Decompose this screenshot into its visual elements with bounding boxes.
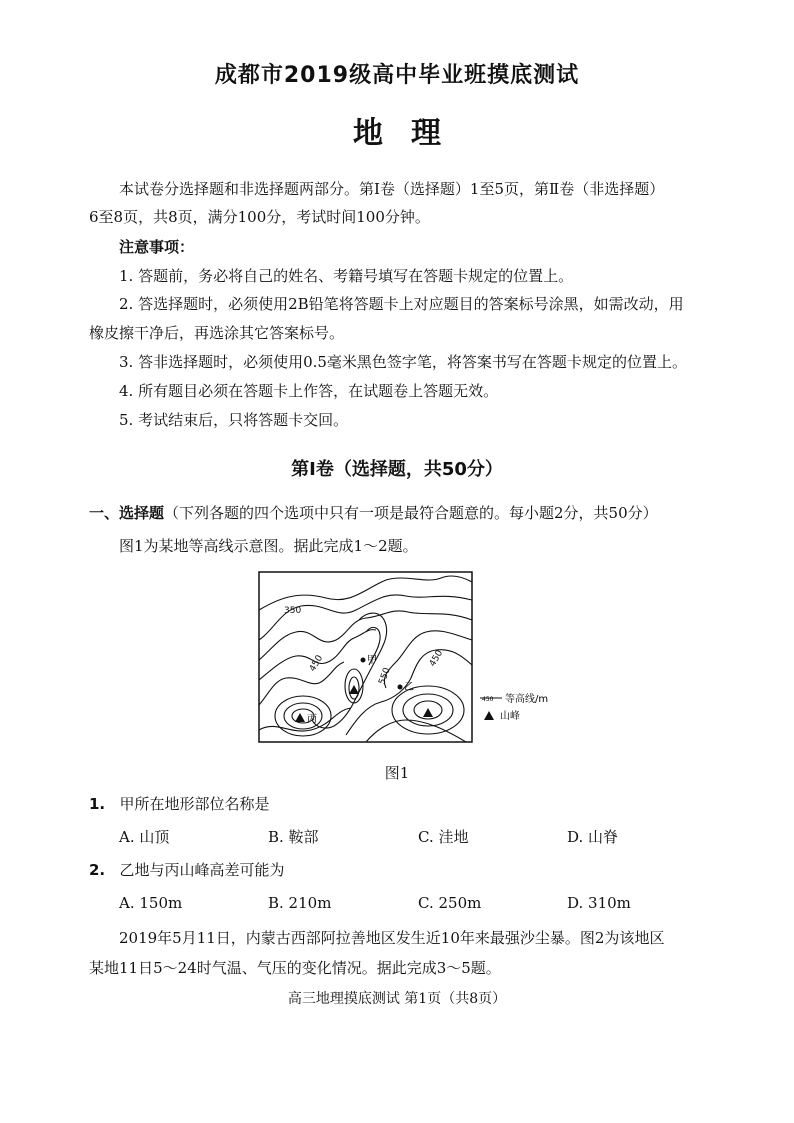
note-3: 3. 答非选择题时，必须使用0.5毫米黑色签字笔，将答案书写在答题卡规定的位置上。 <box>119 353 687 371</box>
passage-line-1: 2019年5月11日，内蒙古西部阿拉善地区发生近10年来最强沙尘暴。图2为该地区 <box>119 929 665 947</box>
notes-heading: 注意事项： <box>119 238 195 256</box>
q1-option-a[interactable]: A. 山顶 <box>119 828 170 846</box>
legend-contour-text: 等高线/m <box>505 694 549 705</box>
contour-line <box>275 696 331 736</box>
legend-contour-sample-value: 450 <box>482 696 494 703</box>
intro-line-1: 本试卷分选择题和非选择题两部分。第Ⅰ卷（选择题）1至5页，第Ⅱ卷（非选择题） <box>119 180 665 198</box>
part-heading <box>89 502 729 524</box>
q1-option-d[interactable]: D. 山脊 <box>567 828 619 846</box>
point-bing-label: 丙 <box>307 714 317 725</box>
contour-label-450-left: 450 <box>307 653 326 674</box>
contour-label-450-right: 450 <box>427 648 446 669</box>
note-1: 1. 答题前，务必将自己的姓名、考籍号填写在答题卡规定的位置上。 <box>119 267 574 285</box>
intro-line-2: 6至8页，共8页，满分100分，考试时间100分钟。 <box>89 208 430 226</box>
point-yi-label: 乙 <box>404 682 414 693</box>
note-2: 2. 答选择题时，必须使用2B铅笔将答题卡上对应题目的答案标号涂黑，如需改动，用 <box>119 295 684 313</box>
point-yi-marker <box>398 685 403 690</box>
contour-label-350: 350 <box>284 606 302 616</box>
q2-option-d[interactable]: D. 310m <box>567 894 631 912</box>
note-4: 4. 所有题目必须在答题卡上作答，在试题卷上答题无效。 <box>119 382 499 400</box>
contour-line <box>384 631 472 688</box>
contour-line <box>259 708 351 731</box>
q1-option-c[interactable]: C. 洼地 <box>418 828 469 846</box>
part-label: 一、选择题 <box>89 504 165 522</box>
question-2-number: 2. <box>89 861 106 879</box>
legend-peak-icon <box>484 711 494 720</box>
point-jia-marker <box>361 658 366 663</box>
exam-title: 成都市2019级高中毕业班摸底测试 <box>214 63 580 88</box>
section-title: 第Ⅰ卷（选择题，共50分） <box>291 459 503 480</box>
note-5: 5. 考试结束后，只将答题卡交回。 <box>119 411 349 429</box>
peak-bing-triangle-icon <box>295 713 305 722</box>
peak-triangle-icon <box>349 685 359 694</box>
note-2-cont: 橡皮擦干净后，再选涂其它答案标号。 <box>89 324 345 342</box>
subject-char-1: 地 <box>353 116 383 151</box>
q1-option-b[interactable]: B. 鞍部 <box>268 828 319 846</box>
part-desc: （下列各题的四个选项中只有一项是最符合题意的。每小题2分，共50分） <box>164 504 658 522</box>
subject-char-2: 理 <box>411 116 441 151</box>
subject-title <box>0 108 794 152</box>
legend-peak-text: 山峰 <box>500 711 520 722</box>
question-1-number: 1. <box>89 795 106 813</box>
contour-line <box>366 720 466 742</box>
contour-map-figure <box>256 570 556 750</box>
question-1-stem: 甲所在地形部位名称是 <box>119 795 270 813</box>
question-2 <box>89 859 729 881</box>
page-footer: 高三地理摸底测试 第1页（共8页） <box>287 991 507 1007</box>
question-1 <box>89 793 729 815</box>
q2-option-b[interactable]: B. 210m <box>268 894 332 912</box>
contour-line <box>259 662 344 705</box>
figure-caption: 图1 <box>384 764 410 782</box>
figure-intro: 图1为某地等高线示意图。据此完成1～2题。 <box>119 537 418 555</box>
peak-triangle-icon <box>423 708 433 717</box>
contour-label-550: 550 <box>377 666 393 687</box>
q2-option-a[interactable]: A. 150m <box>119 894 183 912</box>
q2-option-c[interactable]: C. 250m <box>418 894 482 912</box>
passage-line-2: 某地11日5～24时气温、气压的变化情况。据此完成3～5题。 <box>89 959 501 977</box>
question-2-stem: 乙地与丙山峰高差可能为 <box>119 861 285 879</box>
point-jia-label: 甲 <box>367 655 377 666</box>
